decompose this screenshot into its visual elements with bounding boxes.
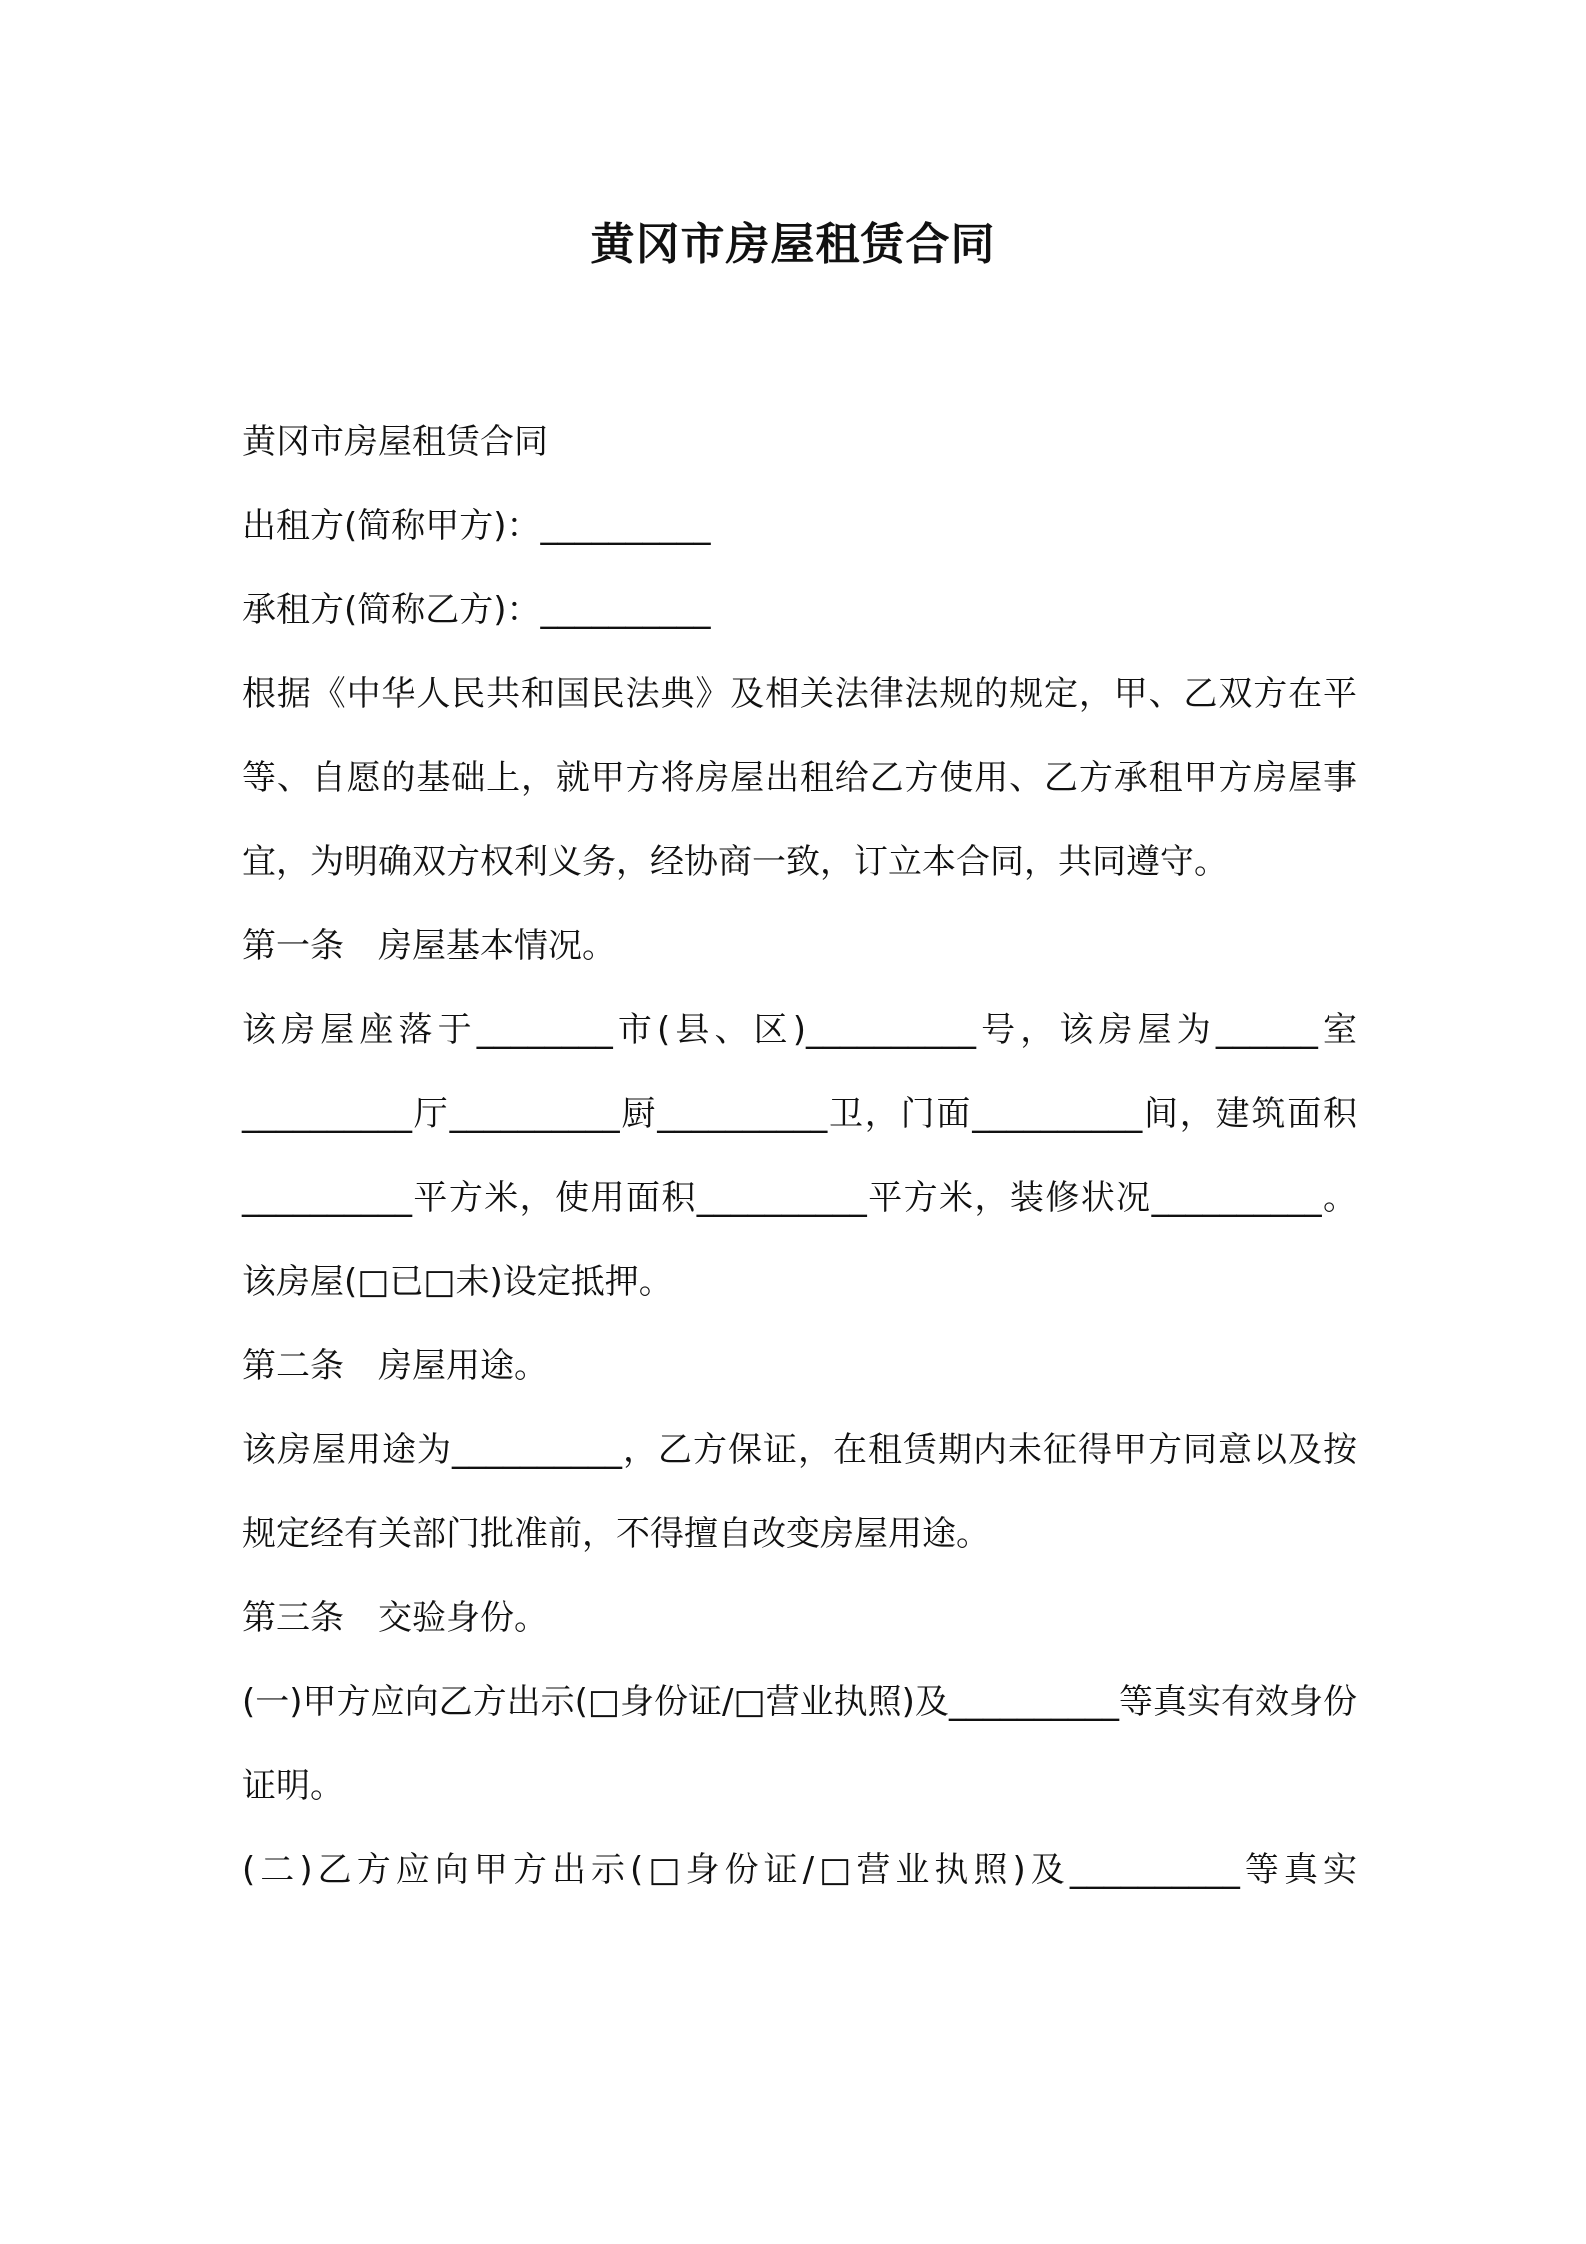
article-3-heading: 第三条 交验身份。 <box>242 1598 548 1638</box>
lessor-line: 出租方(简称甲方)：__________ <box>242 506 711 546</box>
article-1-heading: 第一条 房屋基本情况。 <box>242 926 616 966</box>
article-2-heading: 第二条 房屋用途。 <box>242 1346 548 1386</box>
article-2-body: 该房屋用途为__________，乙方保证，在租赁期内未征得甲方同意以及按规定经有关部门批准前，不得擅自改变房屋用途。 <box>242 1430 1357 1554</box>
lessee-line: 承租方(简称乙方)：__________ <box>242 590 711 630</box>
body-heading: 黄冈市房屋租赁合同 <box>242 422 548 462</box>
article-1-body: 该房屋座落于________市(县、区)__________号，该房屋为______室__________厅__________厨__________卫，门面__________间，建筑面积__________平方米，使用面积__________平方米，装修状况__________。该房屋(□已□未)设定抵押。 <box>242 1010 1357 1302</box>
document-body <box>242 400 1357 1912</box>
article-3-clause-2: (二)乙方应向甲方出示(□身份证/□营业执照)及__________等真实 <box>242 1850 1357 1890</box>
document-title: 黄冈市房屋租赁合同 <box>590 219 996 270</box>
article-3-clause-1: (一)甲方应向乙方出示(□身份证/□营业执照)及__________等真实有效身份证明。 <box>242 1682 1357 1806</box>
preamble-paragraph: 根据《中华人民共和国民法典》及相关法律法规的规定，甲、乙双方在平等、自愿的基础上，就甲方将房屋出租给乙方使用、乙方承租甲方房屋事宜，为明确双方权利义务，经协商一致，订立本合同，共同遵守。 <box>242 674 1357 882</box>
